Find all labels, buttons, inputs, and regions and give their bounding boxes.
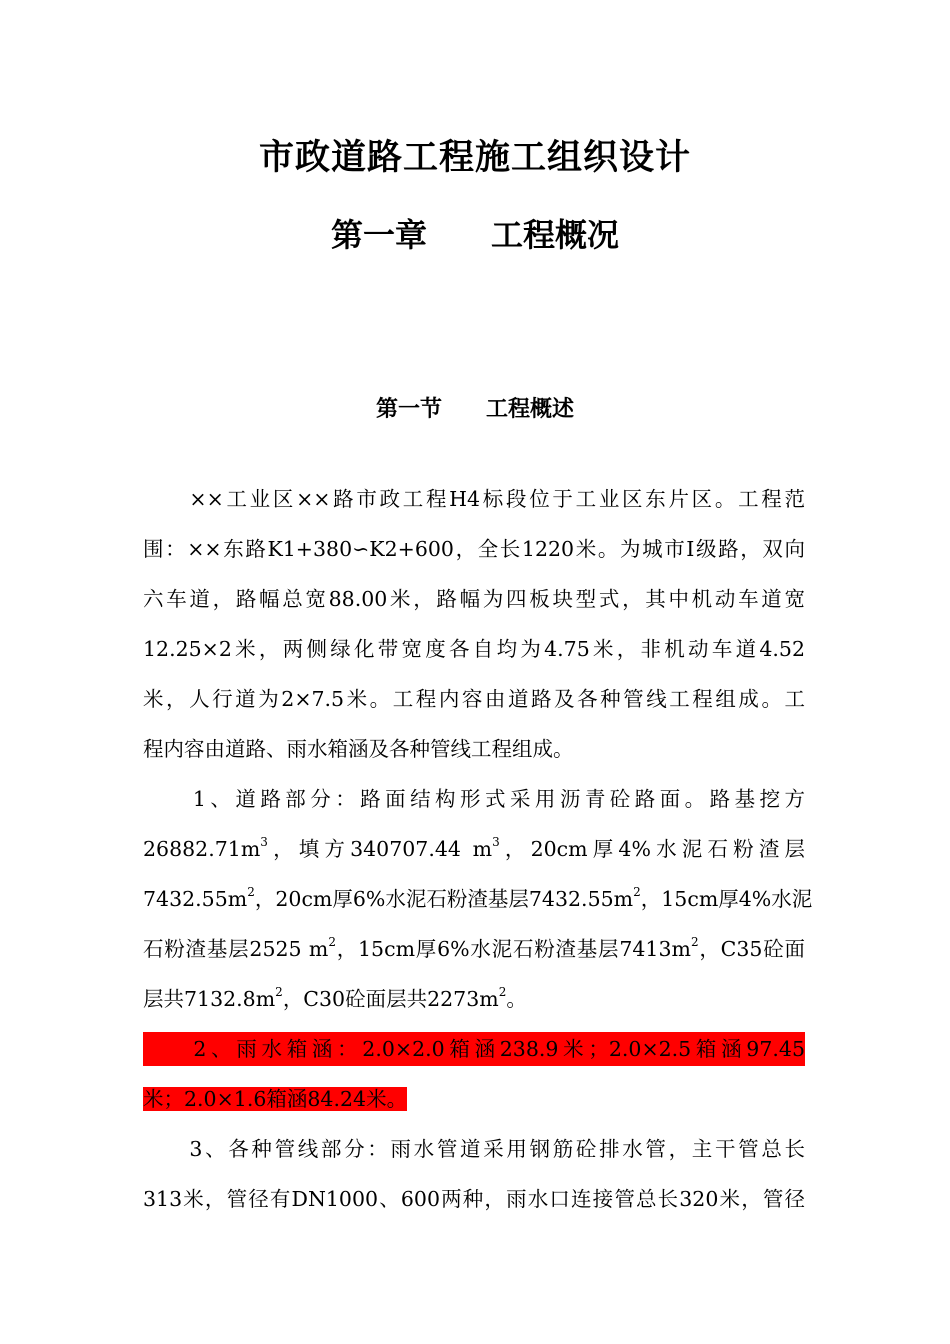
paragraph-line: ××工业区××路市政工程H4标段位于工业区东片区。工程范 xyxy=(143,487,805,511)
text-run: ，20cm厚4%水泥石粉渣层 xyxy=(499,837,805,861)
text-run: ，15cm厚4%水泥 xyxy=(640,887,813,911)
paragraph-line xyxy=(143,982,805,1016)
superscript: 2 xyxy=(247,885,255,899)
superscript: 3 xyxy=(260,835,268,849)
highlighted-line: 米；2.0×1.6箱涵84.24米。 xyxy=(143,1087,408,1111)
chapter-heading: 第一章 工程概况 xyxy=(330,216,619,254)
superscript: 2 xyxy=(690,935,699,949)
text-run: 石粉渣基层2525 m xyxy=(143,937,329,961)
paragraph-line: 3、各种管线部分：雨水管道采用钢筋砼排水管，主干管总长 xyxy=(143,1137,805,1161)
text-run: 层共7132.8m xyxy=(143,987,276,1011)
superscript: 3 xyxy=(492,835,500,849)
paragraph-line: 米，人行道为2×7.5米。工程内容由道路及各种管线工程组成。工 xyxy=(143,687,805,711)
text-run: ，15cm厚6%水泥石粉渣基层7413m xyxy=(335,937,691,961)
highlighted-line-wrapper xyxy=(143,1082,805,1116)
text-run: ，C30砼面层共2273m xyxy=(282,987,499,1011)
paragraph-line: 12.25×2米，两侧绿化带宽度各自均为4.75米，非机动车道4.52 xyxy=(143,637,805,661)
paragraph-line: 313米，管径有DN1000、600两种，雨水口连接管总长320米，管径 xyxy=(143,1187,805,1211)
superscript: 2 xyxy=(328,935,336,949)
text-run: ，C35砼面 xyxy=(698,937,805,961)
text-run: 7432.55m xyxy=(143,887,248,911)
paragraph-line xyxy=(143,832,805,866)
paragraph-line xyxy=(143,882,813,916)
superscript: 2 xyxy=(633,885,641,899)
text-run: ，20cm厚6%水泥石粉渣基层7432.55m xyxy=(254,887,634,911)
paragraph-line: 1、道路部分：路面结构形式采用沥青砼路面。路基挖方 xyxy=(143,787,805,811)
highlighted-line: 2、雨水箱涵：2.0×2.0箱涵238.9米；2.0×2.5箱涵97.45 xyxy=(143,1032,805,1066)
document-title: 市政道路工程施工组织设计 xyxy=(258,138,691,178)
paragraph-line: 程内容由道路、雨水箱涵及各种管线工程组成。 xyxy=(143,737,574,761)
paragraph-line: 围：××东路K1+380∽K2+600，全长1220米。为城市Ⅰ级路，双向 xyxy=(143,537,805,561)
superscript: 2 xyxy=(275,985,283,999)
paragraph-line xyxy=(143,932,805,966)
text-run: ，填方340707.44 m xyxy=(267,837,493,861)
paragraph-line: 六车道，路幅总宽88.00米，路幅为四板块型式，其中机动车道宽 xyxy=(143,587,805,611)
section-heading: 第一节 工程概述 xyxy=(375,397,574,422)
text-run: 26882.71m xyxy=(143,837,261,861)
text-run: 。 xyxy=(506,987,527,1011)
superscript: 2 xyxy=(498,985,507,999)
